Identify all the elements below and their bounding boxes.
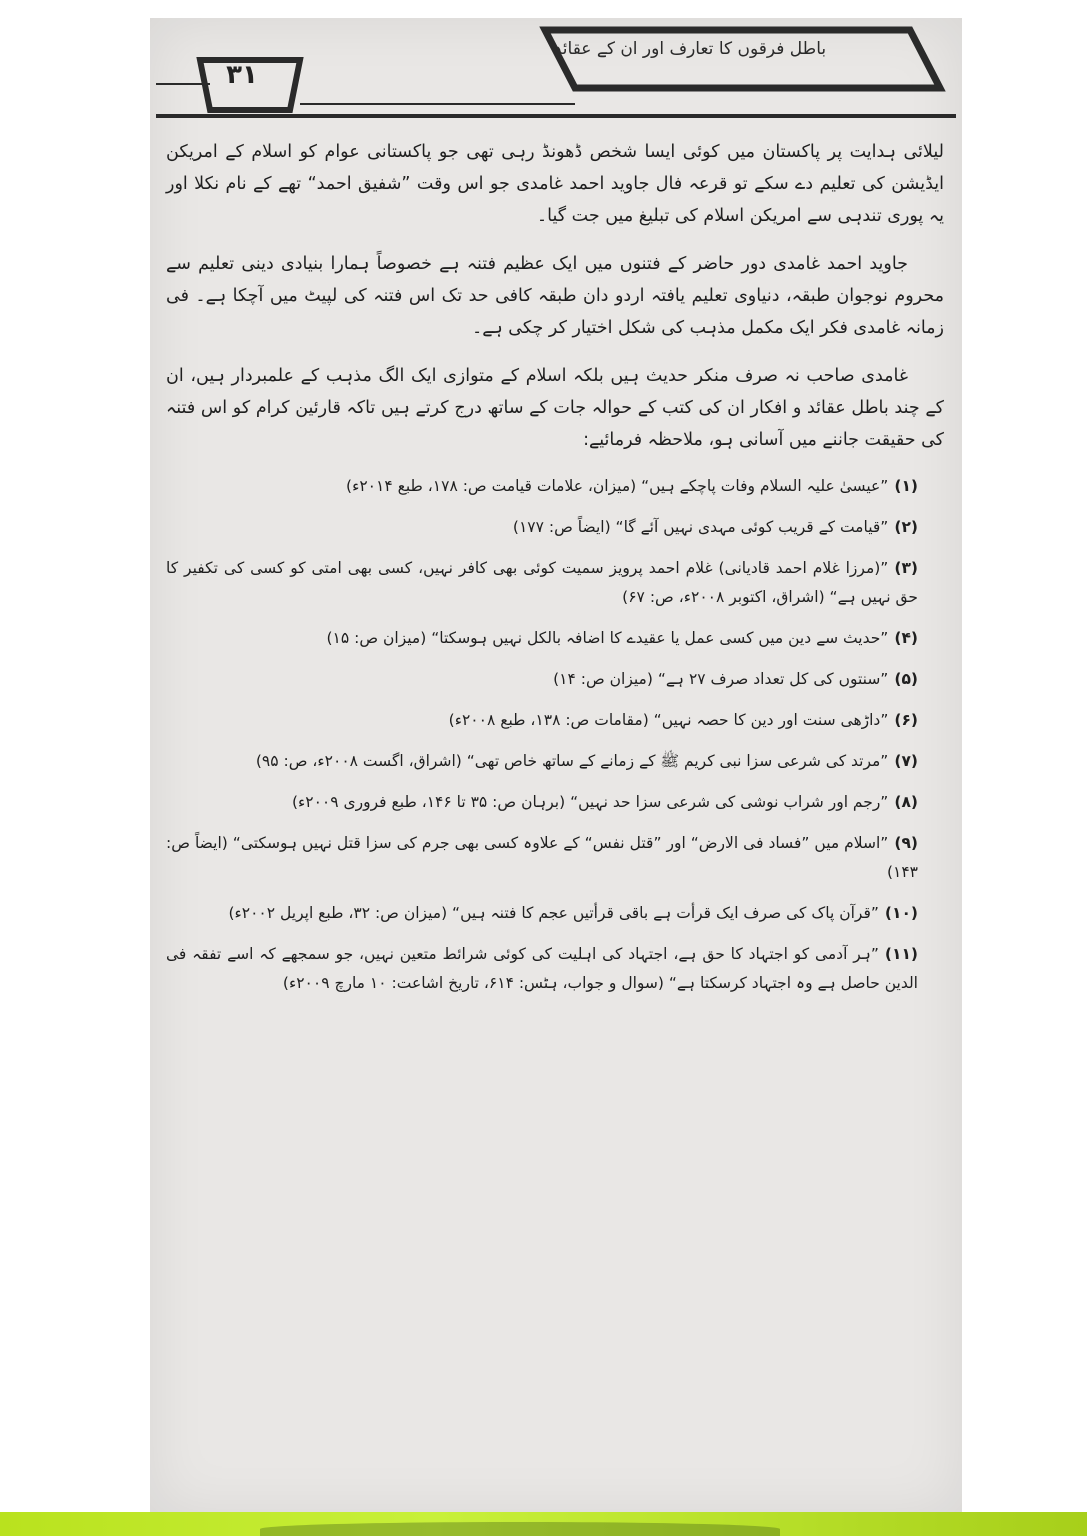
quote-item <box>166 788 944 817</box>
quote-item <box>166 940 944 998</box>
quote-number: (۸) <box>894 793 918 811</box>
quote-number: (۵) <box>894 670 918 688</box>
quote-item <box>166 829 944 887</box>
quote-number: (۲) <box>894 518 918 536</box>
quote-number: (۱۰) <box>884 904 918 922</box>
quote-text: ”رجم اور شراب نوشی کی شرعی سزا حد نہیں“ (برہان ص: ۳۵ تا ۱۴۶، طبع فروری ۲۰۰۹ء) <box>291 793 889 811</box>
quote-text: ”قرآن پاک کی صرف ایک قرأت ہے باقی قرأتیں عجم کا فتنہ ہیں“ (میزان ص: ۳۲، طبع اپریل ۲۰۰۲ء) <box>228 904 879 922</box>
quote-text: ”(مرزا غلام احمد قادیانی) غلام احمد پرویز سمیت کوئی بھی کافر نہیں، کسی بھی امتی کو کسی کی تکفیر کا حق نہیں ہے“ (اشراق، اکتوبر ۲۰۰۸ء، ص: ۶۷) <box>166 559 918 606</box>
quote-number: (۹) <box>894 834 918 852</box>
paragraph-1: لیلائی ہدایت پر پاکستان میں کوئی ایسا شخص ڈھونڈ رہی تھی جو پاکستانی عوام کو اسلام کے امریکن ایڈیشن کی تعلیم دے سکے تو قرعہ فال جاوید احمد غامدی جو اس وقت ”شفیق احمد“ تھے کے نام نکلا اور یہ پوری تندہی سے امریکن اسلام کی تبلیغ میں جت گیا۔ <box>166 142 944 226</box>
quote-item <box>166 665 944 694</box>
quote-text: ”سنتوں کی کل تعداد صرف ۲۷ ہے“ (میزان ص: ۱۴) <box>553 670 889 688</box>
quote-text: ”اسلام میں ”فساد فی الارض“ اور ”قتل نفس“ کے علاوہ کسی بھی جرم کی سزا قتل نہیں ہوسکتی“ (ایضاً ص: ۱۴۳) <box>166 834 918 881</box>
quote-text: ”ہر آدمی کو اجتہاد کا حق ہے، اجتہاد کی اہلیت کی کوئی شرائط متعین نہیں، جو سمجھے کہ اسے تفقہ فی الدین حاصل ہے وہ اجتہاد کرسکتا ہے“ (سوال و جواب، ہٹس: ۶۱۴، تاریخ اشاعت: ۱۰ مارچ ۲۰۰۹ء) <box>166 945 918 992</box>
page-number: ۳۱ <box>226 60 258 90</box>
quote-item <box>166 554 944 612</box>
book-page <box>150 18 962 1516</box>
quote-item <box>166 706 944 735</box>
quote-item <box>166 899 944 928</box>
running-title: باطل فرقوں کا تعارف اور ان کے عقائد <box>553 39 827 59</box>
quote-number: (۱) <box>894 477 918 495</box>
quote-number: (۱۱) <box>884 945 918 963</box>
quote-text: ”حدیث سے دین میں کسی عمل یا عقیدے کا اضافہ بالکل نہیں ہوسکتا“ (میزان ص: ۱۵) <box>326 629 889 647</box>
page-header <box>150 18 962 128</box>
quote-number: (۶) <box>894 711 918 729</box>
paragraph-2: جاوید احمد غامدی دور حاضر کے فتنوں میں ایک عظیم فتنہ ہے خصوصاً ہمارا بنیادی دینی تعلیم سے محروم نوجوان طبقہ، دنیاوی تعلیم یافتہ اردو دان طبقہ کافی حد تک اس فتنہ کی لپیٹ میں آچکا ہے۔ فی زمانہ غامدی فکر ایک مکمل مذہب کی شکل اختیار کر چکی ہے۔ <box>166 254 944 338</box>
quote-item <box>166 624 944 653</box>
quote-text: ”عیسیٰ علیہ السلام وفات پاچکے ہیں“ (میزان، علامات قیامت ص: ۱۷۸، طبع ۲۰۱۴ء) <box>346 477 889 495</box>
quote-number: (۴) <box>894 629 918 647</box>
leaf-shadow <box>260 1522 780 1536</box>
quote-item <box>166 747 944 776</box>
quote-text: ”قیامت کے قریب کوئی مہدی نہیں آئے گا“ (ایضاً ص: ۱۷۷) <box>512 518 889 536</box>
quote-number: (۷) <box>894 752 918 770</box>
quote-number: (۳) <box>894 559 918 577</box>
quote-text: ”مرتد کی شرعی سزا نبی کریم ﷺ کے زمانے کے ساتھ خاص تھی“ (اشراق، اگست ۲۰۰۸ء، ص: ۹۵) <box>255 752 889 770</box>
quote-item <box>166 513 944 542</box>
quote-item <box>166 472 944 501</box>
page-body <box>166 136 944 1010</box>
quote-text: ”داڑھی سنت اور دین کا حصہ نہیں“ (مقامات ص: ۱۳۸، طبع ۲۰۰۸ء) <box>448 711 889 729</box>
paragraph-3: غامدی صاحب نہ صرف منکر حدیث ہیں بلکہ اسلام کے متوازی ایک الگ مذہب کے علمبردار ہیں، ان کے چند باطل عقائد و افکار ان کی کتب کے حوالہ جات کے ساتھ درج کرتے ہیں تاکہ قارئین کرام کو اس فتنہ کی حقیقت جاننے میں آسانی ہو، ملاحظہ فرمائیے: <box>166 366 944 450</box>
